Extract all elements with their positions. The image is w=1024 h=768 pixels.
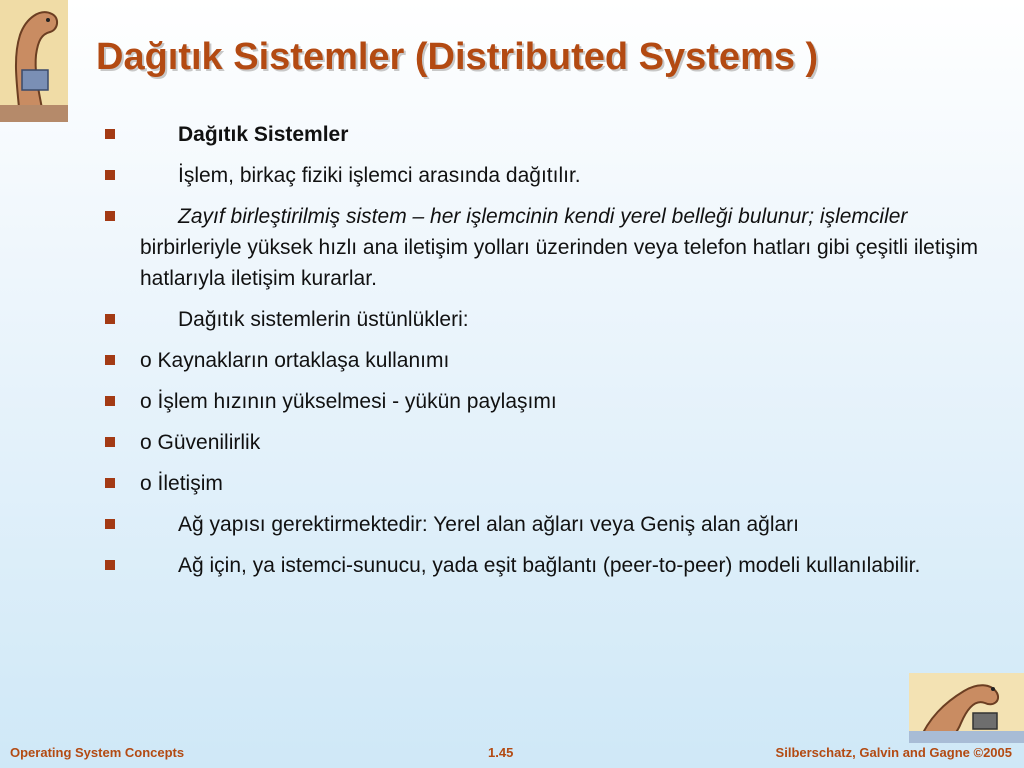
item-text: o Kaynakların ortaklaşa kullanımı (140, 349, 450, 372)
footer-course-title: Operating System Concepts (10, 745, 185, 760)
list-item (105, 160, 1005, 191)
list-item (105, 119, 1005, 150)
item-text: Dağıtık sistemlerin üstünlükleri: (178, 308, 469, 331)
item-italic-text: Zayıf birleştirilmiş sistem – her işlemcinin kendi yerel belleği bulunur; işlemciler (178, 205, 908, 228)
list-item (105, 550, 1005, 581)
square-bullet-icon (105, 314, 115, 324)
item-text: o Güvenilirlik (140, 431, 261, 454)
dinosaur-logo-icon (0, 0, 68, 122)
item-text: o İletişim (140, 472, 223, 495)
item-text: Ağ yapısı gerektirmektedir: Yerel alan ağları veya Geniş alan ağları (178, 513, 800, 536)
footer-copyright: Silberschatz, Galvin and Gagne ©2005 (775, 745, 1012, 760)
item-text: birbirleriyle yüksek hızlı ana iletişim yolları üzerinden veya telefon hatları gibi çeşitli iletişim hatlarıyla iletişim kurarlar. (140, 236, 979, 290)
square-bullet-icon (105, 211, 115, 221)
page-title: Dağıtık Sistemler (Distributed Systems ) (96, 36, 819, 78)
list-item (105, 201, 1005, 294)
list-item (105, 345, 1005, 376)
content-list (105, 119, 1005, 591)
square-bullet-icon (105, 355, 115, 365)
square-bullet-icon (105, 437, 115, 447)
square-bullet-icon (105, 478, 115, 488)
list-item (105, 427, 1005, 458)
square-bullet-icon (105, 129, 115, 139)
item-text: İşlem, birkaç fiziki işlemci arasında dağıtılır. (178, 164, 581, 187)
list-item (105, 386, 1005, 417)
dinosaur-logo-icon (909, 673, 1024, 743)
list-item (105, 304, 1005, 335)
footer-page-number: 1.45 (488, 745, 514, 760)
item-text: o İşlem hızının yükselmesi - yükün paylaşımı (140, 390, 557, 413)
item-text: Ağ için, ya istemci-sunucu, yada eşit bağlantı (peer-to-peer) modeli kullanılabilir. (178, 554, 921, 577)
item-text: Dağıtık Sistemler (178, 123, 349, 146)
square-bullet-icon (105, 560, 115, 570)
list-item (105, 509, 1005, 540)
list-item (105, 468, 1005, 499)
square-bullet-icon (105, 170, 115, 180)
square-bullet-icon (105, 396, 115, 406)
square-bullet-icon (105, 519, 115, 529)
